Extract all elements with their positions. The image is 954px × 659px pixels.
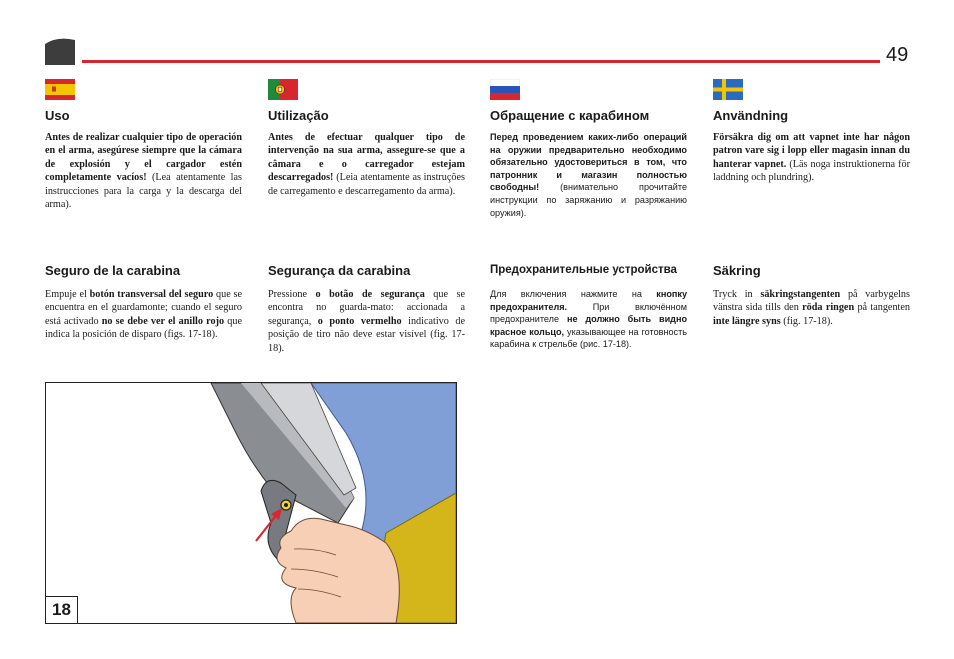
paragraph-utilizacao: Antes de efectuar qualquer tipo de intervenção na sua arma, assegure-se que a câmara e o carregador estejam descarregados! (Leia atentamente as instruções de carregamento e descarregamento da arma). bbox=[268, 132, 465, 197]
paragraph-sakring: Tryck in säkringstangenten på varbygelns vänstra sida tills den röda ringen på tangenten inte längre syns (fig. 17-18). bbox=[713, 289, 910, 327]
spain-flag-icon bbox=[45, 79, 75, 100]
page-number: 49 bbox=[886, 44, 909, 66]
section-title-sakring: Säkring bbox=[713, 263, 761, 278]
paragraph-seguranca: Pressione o botão de segurança que se encontra no guarda-mato: accionada a segurança, o ponto vermelho indicativo de posição de tiro não deve estar visível (fig. 17-18). bbox=[268, 289, 465, 354]
header-rule bbox=[82, 60, 880, 63]
section-title-uso: Uso bbox=[45, 108, 70, 123]
section-title-seguranca: Segurança da carabina bbox=[268, 263, 411, 278]
section-title-obrashchenie: Обращение с карабином bbox=[490, 108, 650, 123]
paragraph-seguro: Empuje el botón transversal del seguro que se encuentra en el guardamonte; cuando el seguro está activado no se debe ver el anillo rojo que indica la posición de disparo (figs. 17-18). bbox=[45, 289, 242, 341]
portugal-flag-icon bbox=[268, 79, 298, 100]
figure-label: 18 bbox=[46, 596, 78, 623]
section-title-predokhranitel: Предохранительные устройства bbox=[490, 264, 677, 276]
section-title-utilizacao: Utilização bbox=[268, 108, 329, 123]
section-title-seguro: Seguro de la carabina bbox=[45, 263, 181, 278]
paragraph-obrashchenie: Перед проведением каких-либо операций на оружии предварительно необходимо обязательно удостовериться в том, что патронник и магазин полностью свободны! (внимательно прочитайте инструкции по заряжанию и разряжанию оружия). bbox=[490, 132, 687, 218]
paragraph-anvandning: Försäkra dig om att vapnet inte har någon patron vare sig i lopp eller magasin innan du hanterar vapnet. (Läs noga instruktionerna för laddning och plundring). bbox=[713, 132, 910, 184]
brand-logo bbox=[45, 38, 75, 65]
russia-flag-icon bbox=[490, 79, 520, 100]
illustration-hand-pressing-safety bbox=[46, 383, 456, 623]
figure-safety-illustration bbox=[45, 382, 457, 624]
section-title-anvandning: Användning bbox=[713, 108, 789, 123]
paragraph-uso: Antes de realizar cualquier tipo de operación en el arma, asegúrese siempre que la cámara de explosión y el cargador estén completamente vacíos! (Lea atentamente las instrucciones para la carga y la descarga del arma). bbox=[45, 132, 242, 211]
paragraph-predokhranitel: Для включения нажмите на кнопку предохранителя. При включённом предохранителе не должно быть видно красное кольцо, указывающее на готовность карабина к стрельбе (рис. 17-18). bbox=[490, 289, 687, 350]
sweden-flag-icon bbox=[713, 79, 743, 100]
